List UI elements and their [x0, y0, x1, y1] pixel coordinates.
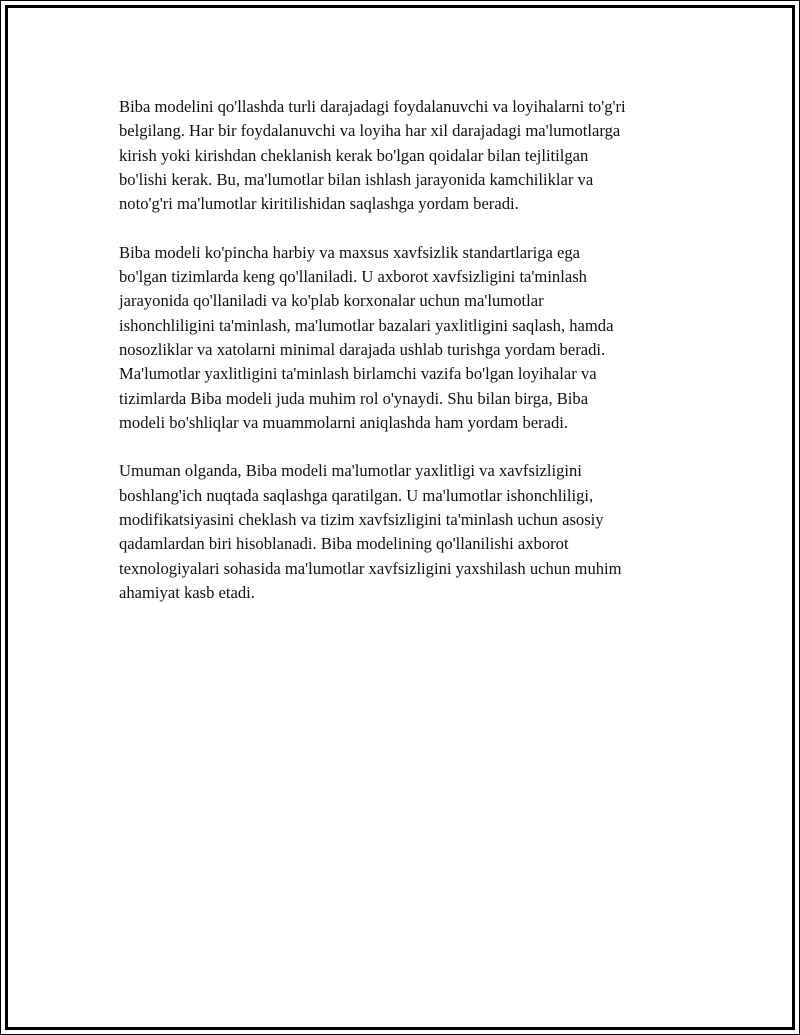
text-line: noto'g'ri ma'lumotlar kiritilishidan saqlashga yordam beradi.	[119, 194, 519, 214]
text-line: nosozliklar va xatolarni minimal darajada ushlab turishga yordam beradi.	[119, 339, 606, 359]
paragraph-1	[119, 95, 699, 216]
text-line: Biba modelini qo'llashda turli darajadagi foydalanuvchi va loyihalarni to'g'ri	[119, 97, 626, 116]
paragraph-3	[119, 459, 699, 605]
text-line: texnologiyalari sohasida ma'lumotlar xavfsizligini yaxshilash uchun muhim	[119, 558, 622, 578]
text-line: qadamlardan biri hisoblanadi. Biba modelining qo'llanilishi axborot	[119, 534, 569, 554]
text-line: kirish yoki kirishdan cheklanish kerak bo'lgan qoidalar bilan tejlitilgan	[119, 145, 589, 165]
text-line: ahamiyat kasb etadi.	[119, 582, 255, 602]
text-line: bo'lishi kerak. Bu, ma'lumotlar bilan ishlash jarayonida kamchiliklar va	[119, 169, 594, 189]
document-body	[119, 95, 699, 630]
text-line: ishonchliligini ta'minlash, ma'lumotlar bazalari yaxlitligini saqlash, hamda	[119, 315, 614, 335]
text-line: Umuman olganda, Biba modeli ma'lumotlar yaxlitligi va xavfsizligini	[119, 461, 582, 481]
text-line: bo'lgan tizimlarda keng qo'llaniladi. U axborot xavfsizligini ta'minlash	[119, 267, 587, 287]
paragraph-2	[119, 241, 699, 435]
text-line: modeli bo'shliqlar va muammolarni aniqlashda ham yordam beradi.	[119, 412, 569, 432]
text-line: Biba modeli ko'pincha harbiy va maxsus xavfsizlik standartlariga ega	[119, 242, 581, 262]
text-line: tizimlarda Biba modeli juda muhim rol o'ynaydi. Shu bilan birga, Biba	[119, 388, 589, 408]
text-line: jarayonida qo'llaniladi va ko'plab korxonalar uchun ma'lumotlar	[119, 291, 544, 311]
text-line: belgilang. Har bir foydalanuvchi va loyiha har xil darajadagi ma'lumotlarga	[119, 121, 621, 141]
text-line: modifikatsiyasini cheklash va tizim xavfsizligini ta'minlash uchun asosiy	[119, 510, 604, 530]
text-line: boshlang'ich nuqtada saqlashga qaratilgan. U ma'lumotlar ishonchliligi,	[119, 485, 594, 505]
text-line: Ma'lumotlar yaxlitligini ta'minlash birlamchi vazifa bo'lgan loyihalar va	[119, 364, 597, 384]
